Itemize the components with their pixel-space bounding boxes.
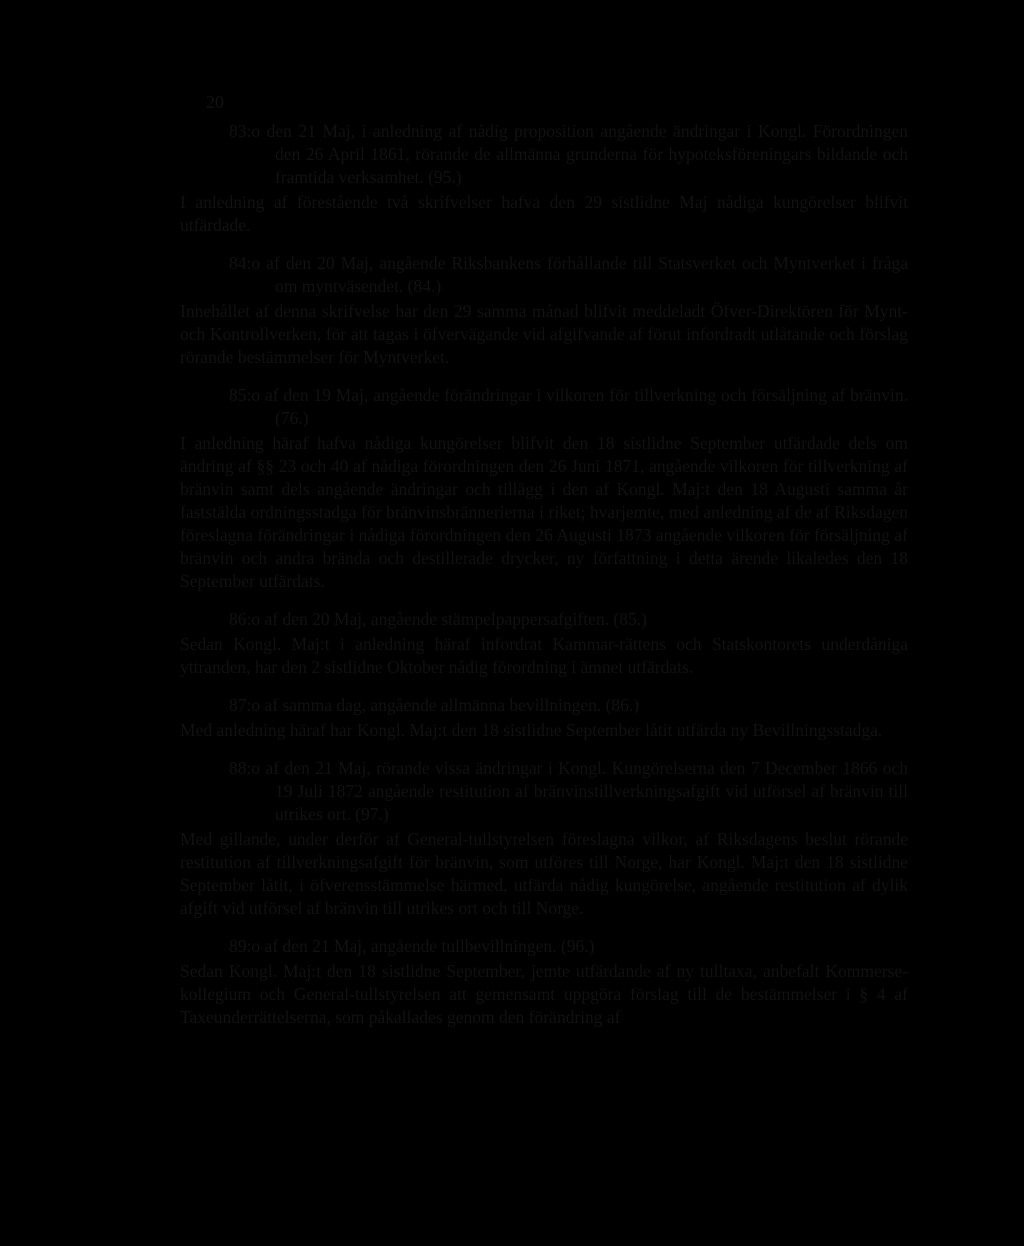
entry-text: Med gillande, under derför af General-tullstyrelsen föreslagna vilkor, af Riksdagens beslut rörande restitution af tillverkningsafgift för bränvin, som utföres till Norge, har Kongl. Maj:t den 18 sistlidne September låtit, i öfverensstämmelse härmed, utfärda nådig kungörelse, angående restitution af dylik afgift vid utförsel af bränvin till utrikes ort och till Norge. bbox=[180, 829, 908, 918]
entry-heading: 86:o af den 20 Maj, angående stämpelpappersafgiften. (85.) bbox=[229, 609, 647, 629]
entry-84 bbox=[180, 252, 908, 369]
entry-heading: 84:o af den 20 Maj, angående Riksbankens förhållande till Statsverket och Myntverket i fråga om myntväsendet. (84.) bbox=[229, 253, 908, 296]
entry-text: Sedan Kongl. Maj:t den 18 sistlidne September, jemte utfärdande af ny tulltaxa, anbefalt Kommerse-kollegium och General-tullstyrelsen att gemensamt uppgöra förslag till de bestämmelser i § 4 af Taxeunderrättelserna, som påkallades genom den förändring af bbox=[180, 961, 908, 1027]
page-number: 20 bbox=[206, 92, 224, 112]
entry-text: Sedan Kongl. Maj:t i anledning häraf infordrat Kammar-rättens och Statskontorets underdåniga yttranden, har den 2 sistlidne Oktober nådig förordning i ämnet utfärdats. bbox=[180, 634, 908, 677]
entry-text: I anledning häraf hafva nådiga kungörelser blifvit den 18 sistlidne September utfärdade dels om ändring af §§ 23 och 40 af nådiga förordningen den 26 Juni 1871, angående vilkoren för tillverkning af bränvin samt dels angående ändringar och tillägg i den af Kongl. Maj:t den 18 Augusti samma år faststälda ordningsstadga för bränvinsbrännerierna i riket; hvarjemte, med anledning af de af Riksdagen föreslagna förändringar i nådiga förordningen den 26 Augusti 1873 angående vilkoren för försäljning af bränvin och andra brända och destillerade drycker, ny författning i detta ärende likaledes den 18 September utfärdats. bbox=[180, 433, 908, 591]
entry-89 bbox=[180, 935, 908, 1029]
entry-heading: 88:o af den 21 Maj, rörande vissa ändringar i Kongl. Kungörelserna den 7 December 1866 och 19 Juli 1872 angående restitution af bränvinstillverkningsafgift vid utförsel af bränvin till utrikes ort. (97.) bbox=[229, 758, 908, 824]
entry-heading: 83:o den 21 Maj, i anledning af nådig proposition angående ändringar i Kongl. Förordningen den 26 April 1861, rörande de allmänna grunderna för hypoteksföreningars bildande och framtida verksamhet. (95.) bbox=[229, 121, 908, 187]
entry-heading: 89:o af den 21 Maj, angående tullbevillningen. (96.) bbox=[229, 936, 595, 956]
entry-83 bbox=[180, 120, 908, 237]
entry-text: Med anledning häraf har Kongl. Maj:t den 18 sistlidne September låtit utfärda ny Bevillningsstadga. bbox=[180, 720, 883, 740]
entry-heading: 87:o af samma dag, angående allmänna bevillningen. (86.) bbox=[229, 695, 640, 715]
entry-87 bbox=[180, 694, 908, 742]
entry-text: Innehållet af denna skrifvelse har den 29 samma månad blifvit meddeladt Öfver-Direktören för Mynt- och Kontrollverken, för att tagas i öfvervägande vid afgifvande af förut infordradt utlåtande och förslag rörande bestämmelser för Myntverket. bbox=[180, 301, 908, 367]
document-body bbox=[180, 120, 908, 1044]
entry-88 bbox=[180, 757, 908, 920]
entry-heading: 85:o af den 19 Maj, angående förändringar i vilkoren för tillverkning och försäljning af bränvin. (76.) bbox=[229, 385, 908, 428]
entry-text: I anledning af förestående två skrifvelser hafva den 29 sistlidne Maj nådiga kungörelser blifvit utfärdade. bbox=[180, 192, 908, 235]
entry-86 bbox=[180, 608, 908, 679]
entry-85 bbox=[180, 384, 908, 593]
